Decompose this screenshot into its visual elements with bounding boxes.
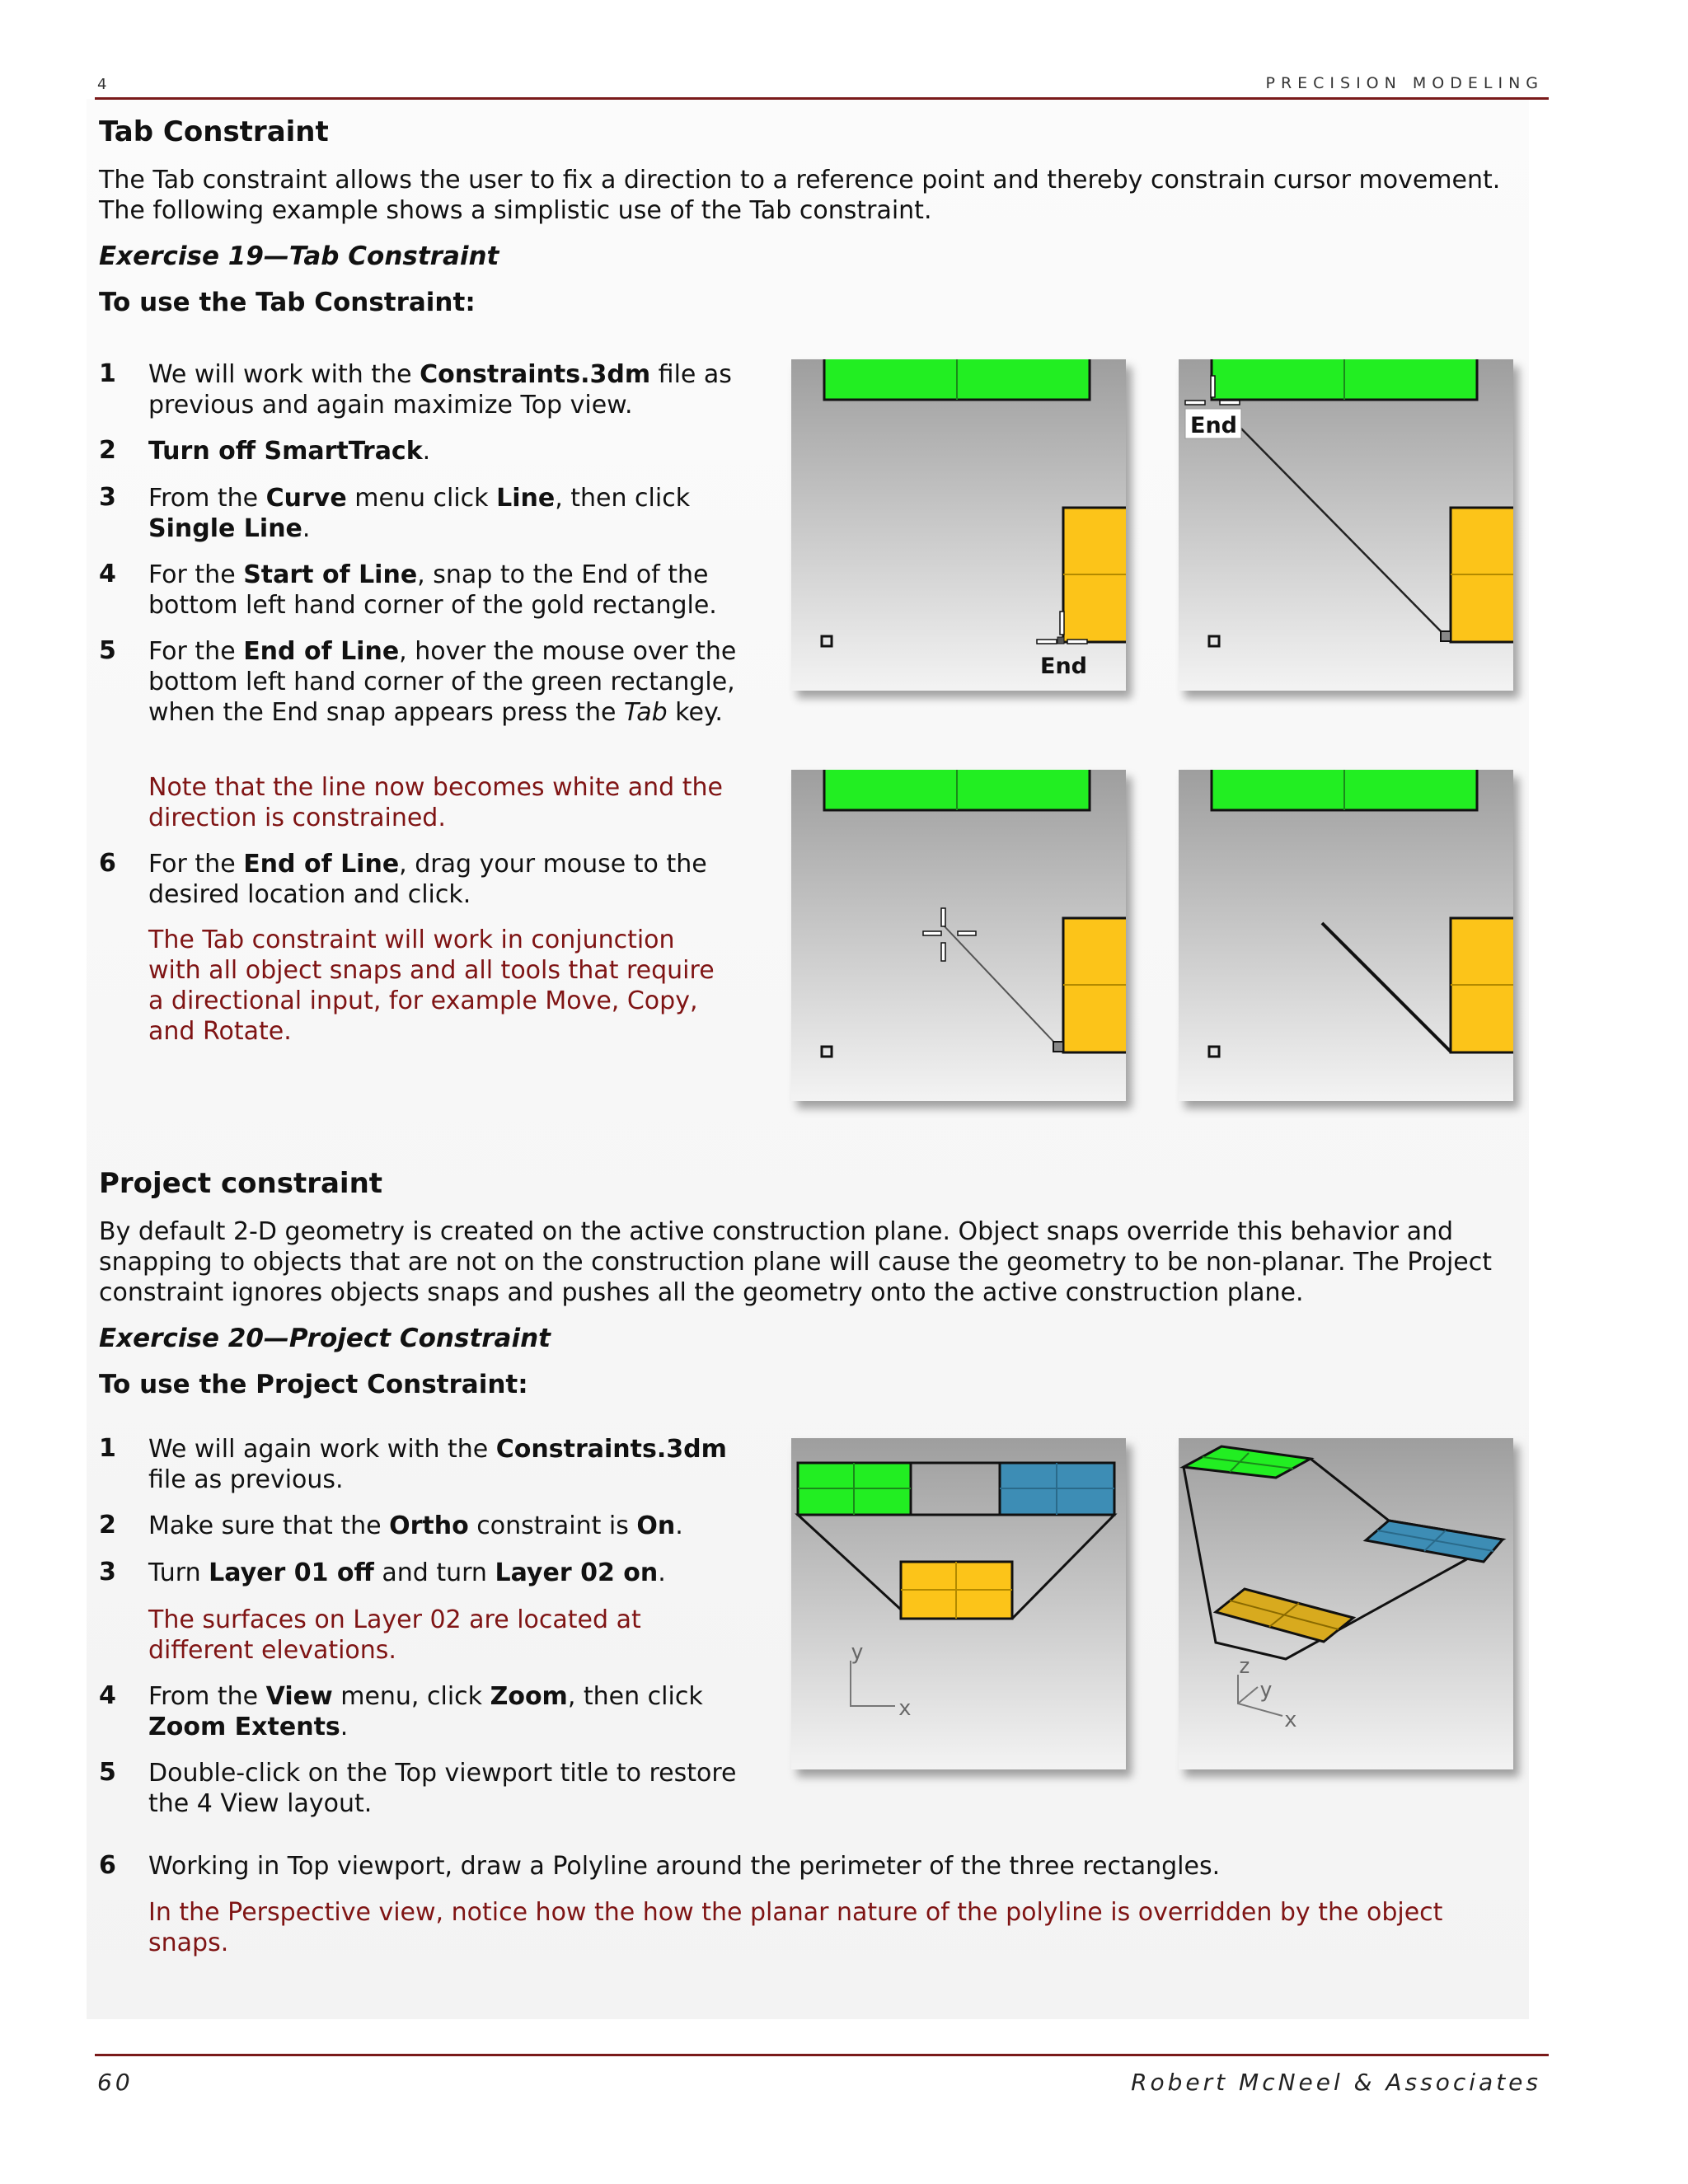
axis-z-label: z: [1238, 1654, 1251, 1679]
project-step-4-number: 4: [99, 1681, 116, 1710]
tab-step-4-number: 4: [99, 560, 116, 588]
green-rectangle: [824, 770, 1090, 810]
axis-y-label: y: [851, 1640, 864, 1665]
axis-x-label: x: [898, 1696, 912, 1721]
project-step-2-text: Make sure that the Ortho constraint is On.: [148, 1511, 683, 1540]
green-rectangle: [1212, 770, 1477, 810]
gold-rectangle: [1451, 918, 1513, 1052]
tab-intro-line-1: The Tab constraint allows the user to fix a direction to a reference point and thereby constrain cursor movement.: [99, 166, 1501, 194]
project-note-2: In the Perspective view, notice how the how the planar nature of the polyline is overridden by the object snaps.: [148, 1898, 1443, 1957]
project-step-6-text: Working in Top viewport, draw a Polyline around the perimeter of the three rectangles.: [148, 1852, 1221, 1881]
project-procedure-title: To use the Project Constraint:: [99, 1370, 528, 1399]
footer-publisher: Robert McNeel & Associates: [1131, 2069, 1541, 2096]
gold-rectangle: [1451, 508, 1513, 642]
viewport-direction-constrained: [791, 770, 1126, 1101]
exercise-20-title: Exercise 20—Project Constraint: [99, 1324, 551, 1353]
project-constraint-heading: Project constraint: [99, 1167, 383, 1200]
green-rectangle: [1212, 359, 1477, 400]
tab-step-1-text: We will work with the Constraints.3dm file as previous and again maximize Top view.: [148, 360, 732, 419]
footer-page-number: 60: [97, 2069, 134, 2096]
gold-rectangle: [1063, 918, 1126, 1052]
tab-note-2: The Tab constraint will work in conjunction with all object snaps and all tools that require a directional input, for example Move, Copy, and Rotate.: [148, 926, 715, 1046]
tab-step-5-number: 5: [99, 636, 116, 665]
tab-step-2-number: 2: [99, 436, 116, 465]
project-step-2-number: 2: [99, 1511, 116, 1540]
blue-surface: [1000, 1463, 1114, 1515]
axis-y-label: y: [1259, 1678, 1273, 1703]
project-step-1-text: We will again work with the Constraints.3dm file as previous.: [148, 1435, 727, 1494]
tab-step-6-number: 6: [99, 849, 116, 878]
project-step-3-number: 3: [99, 1558, 116, 1586]
footer-rule: [95, 2054, 1549, 2056]
viewport-perspective-view: [1179, 1438, 1513, 1769]
tab-step-6-text: For the End of Line, drag your mouse to the desired location and click.: [148, 850, 707, 909]
project-intro-line-3: constraint ignores objects snaps and pushes all the geometry onto the active construction plane.: [99, 1278, 1304, 1307]
project-step-1-number: 1: [99, 1434, 116, 1463]
project-step-6-number: 6: [99, 1851, 116, 1880]
tab-step-3-number: 3: [99, 483, 116, 512]
axis-x-label: x: [1284, 1708, 1297, 1732]
tab-intro-line-2: The following example shows a simplistic use of the Tab constraint.: [99, 196, 932, 225]
project-step-5-number: 5: [99, 1758, 116, 1787]
tab-step-1-number: 1: [99, 359, 116, 388]
project-intro-line-2: snapping to objects that are not on the construction plane will cause the geometry to be non-planar. The Project: [99, 1248, 1492, 1277]
start-point: [1053, 1042, 1063, 1052]
start-point: [1441, 631, 1451, 641]
gold-surface: [901, 1562, 1012, 1619]
tab-step-4-text: For the Start of Line, snap to the End of the bottom left hand corner of the gold rectangle.: [148, 560, 717, 620]
header-rule: [95, 97, 1549, 100]
project-step-3-text: Turn Layer 01 off and turn Layer 02 on.: [148, 1558, 666, 1587]
viewport-end-snap-hover: [1179, 359, 1513, 691]
exercise-19-title: Exercise 19—Tab Constraint: [99, 241, 499, 271]
project-step-4-text: From the View menu, click Zoom, then click Zoom Extents.: [148, 1682, 703, 1741]
tab-note-1: Note that the line now becomes white and the direction is constrained.: [148, 773, 723, 832]
tab-constraint-heading: Tab Constraint: [99, 115, 329, 148]
gold-rectangle: [1063, 508, 1126, 642]
green-rectangle: [824, 359, 1090, 400]
project-note-1: The surfaces on Layer 02 are located at different elevations.: [148, 1605, 641, 1665]
end-snap-label: End: [1190, 413, 1237, 438]
tab-step-3-text: From the Curve menu click Line, then click Single Line.: [148, 484, 691, 543]
tab-step-2-text: Turn off SmartTrack.: [148, 437, 431, 466]
header-page-number: 4: [97, 76, 107, 93]
tab-procedure-title: To use the Tab Constraint:: [99, 288, 476, 317]
project-step-5-text: Double-click on the Top viewport title to restore the 4 View layout.: [148, 1759, 737, 1818]
viewport-start-of-line: [791, 359, 1126, 691]
project-intro-line-1: By default 2-D geometry is created on the active construction plane. Object snaps override this behavior and: [99, 1217, 1454, 1246]
viewport-top-view: [791, 1438, 1126, 1769]
header-chapter-title: PRECISION MODELING: [1265, 74, 1544, 92]
tab-step-5-text: For the End of Line, hover the mouse over the bottom left hand corner of the green rectangle, when the End snap appears press the Tab key.: [148, 637, 737, 727]
viewport-finished-line: [1179, 770, 1513, 1101]
end-snap-label: End: [1040, 654, 1087, 679]
green-surface: [798, 1463, 911, 1515]
